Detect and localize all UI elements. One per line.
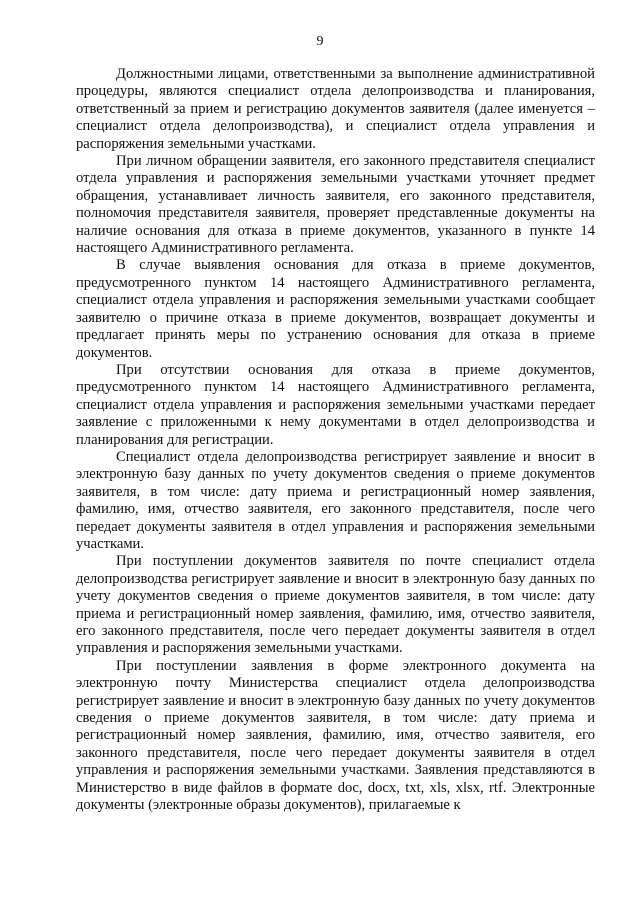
page-body bbox=[76, 66, 595, 814]
paragraph-refusal-grounds: В случае выявления основания для отказа в приеме документов, предусмотренного пунктом 14 настоящего Административного регламента, специалист отдела управления и распоряжения земельными участками сообщает заявителю о причине отказа в приеме документов, возвращает документы и предлагает принять меры по устранению основания для отказа в приеме документов. bbox=[76, 257, 595, 361]
page-number: 9 bbox=[316, 34, 324, 49]
paragraph-no-refusal-grounds: При отсутствии основания для отказа в приеме документов, предусмотренного пунктом 14 настоящего Административного регламента, специалист отдела управления и распоряжения земельными участками передает заявление с приложенными к нему документами в отдел делопроизводства и планирования для регистрации. bbox=[76, 361, 595, 448]
paragraph-responsible-persons: Должностными лицами, ответственными за выполнение административной процедуры, являются специалист отдела делопроизводства и планирования, ответственный за прием и регистрацию документов заявителя (далее именуется – специалист отдела делопроизводства), и специалист отдела управления и распоряжения земельными участками. bbox=[76, 66, 595, 152]
paragraph-registration: Специалист отдела делопроизводства регистрирует заявление и вносит в электронную базу данных по учету документов сведения о приеме документов заявителя, в том числе: дату приема и регистрационный номер заявления, фамилию, имя, отчество заявителя, его законного представителя, после чего передает документы заявителя в отдел управления и распоряжения земельными участками. bbox=[76, 448, 595, 552]
paragraph-personal-appeal: При личном обращении заявителя, его законного представителя специалист отдела управления и распоряжения земельными участками уточняет предмет обращения, устанавливает личность заявителя, его законного представителя, полномочия представителя заявителя, проверяет представленные документы на наличие основания для отказа в приеме документов, указанного в пункте 14 настоящего Административного регламента. bbox=[76, 153, 595, 257]
paragraph-postal-receipt: При поступлении документов заявителя по почте специалист отдела делопроизводства регистрирует заявление и вносит в электронную базу данных по учету документов сведения о приеме документов заявителя, в том числе: дату приема и регистрационный номер заявления, фамилию, имя, отчество заявителя, его законного представителя, после чего передает документы заявителя в отдел управления и распоряжения земельными участками. bbox=[76, 553, 595, 657]
paragraph-electronic-receipt: При поступлении заявления в форме электронного документа на электронную почту Министерства специалист отдела делопроизводства регистрирует заявление и вносит в электронную базу данных по учету документов сведения о приеме документов заявителя, в том числе: дату приема и регистрационный номер заявления, фамилию, имя, отчество заявителя, его законного представителя, после чего передает документы заявителя в отдел управления и распоряжения земельными участками. Заявления представляются в Министерство в виде файлов в формате doc, docx, txt, xls, xlsx, rtf. Электронные документы (электронные образы документов), прилагаемые к bbox=[76, 657, 595, 814]
